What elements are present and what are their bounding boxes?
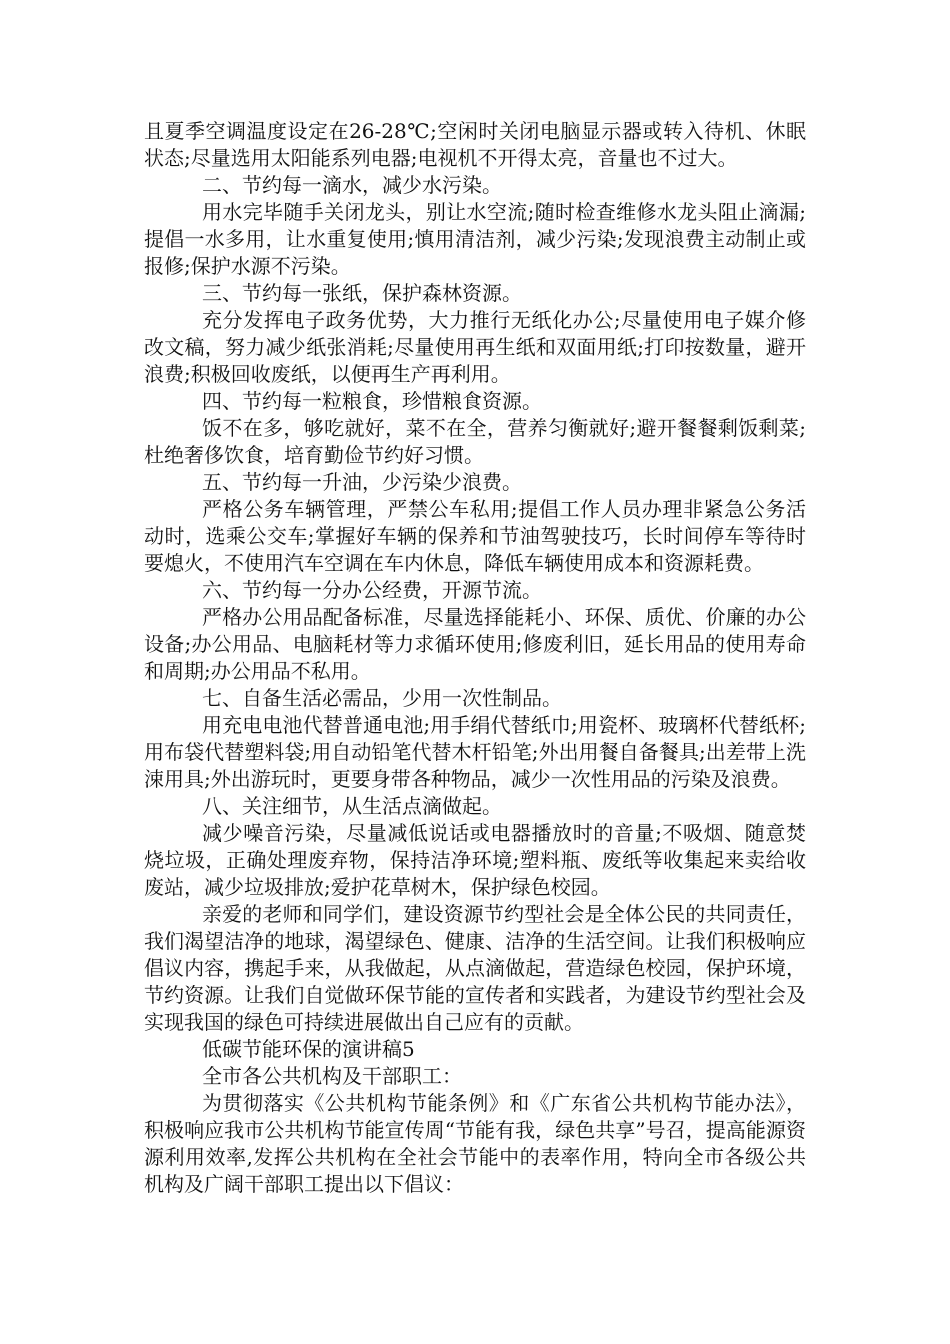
paragraph-text: 减少噪音污染，尽量减低说话或电器播放时的音量;不吸烟、随意焚烧垃圾，正确处理废弃物，保持洁净环境;塑料瓶、废纸等收集起来卖给收废站，减少垃圾排放;爱护花草树木，保护绿色校园。 <box>144 821 806 899</box>
section-heading: 三、节约每一张纸，保护森林资源。 <box>202 281 522 305</box>
section-heading: 四、节约每一粒粮食，珍惜粮食资源。 <box>202 389 542 413</box>
paragraph-text: 饭不在多，够吃就好，菜不在全，营养匀衡就好;避开餐餐剩饭剩菜;杜绝奢侈饮食，培育勤俭节约好习惯。 <box>144 416 806 467</box>
paragraph-text: 用充电电池代替普通电池;用手绢代替纸巾;用瓷杯、玻璃杯代替纸杯;用布袋代替塑料袋;用自动铅笔代替木杆铅笔;外出用餐自备餐具;出差带上洗涑用具;外出游玩时，更要身带各种物品，减少一次性用品的污染及浪费。 <box>144 713 806 791</box>
section-heading: 二、节约每一滴水，减少水污染。 <box>202 173 502 197</box>
paragraph-text: 为贯彻落实《公共机构节能条例》和《广东省公共机构节能办法》，积极响应我市公共机构节能宣传周“节能有我，绿色共享”号召，提高能源资源利用效率,发挥公共机构在全社会节能中的表率作用，特向全市各级公共机构及广阔干部职工提出以下倡议： <box>144 1091 806 1196</box>
paragraph-text: 严格公务车辆管理，严禁公车私用;提倡工作人员办理非紧急公务活动时，选乘公交车;掌握好车辆的保养和节油驾驶技巧，长时间停车等待时要熄火，不使用汽车空调在车内休息，降低车辆使用成本和资源耗费。 <box>144 497 806 575</box>
document-title: 低碳节能环保的演讲稿5 <box>202 1037 415 1061</box>
paragraph-text: 严格办公用品配备标准，尽量选择能耗小、环保、质优、价廉的办公设备;办公用品、电脑耗材等力求循环使用;修废利旧，延长用品的使用寿命和周期;办公用品不私用。 <box>144 605 806 683</box>
document-page <box>144 118 806 1198</box>
closing-paragraph: 亲爱的老师和同学们，建设资源节约型社会是全体公民的共同责任，我们渴望洁净的地球，渴望绿色、健康、洁净的生活空间。让我们积极响应倡议内容，携起手来，从我做起，从点滴做起，营造绿色校园，保护环境，节约资源。让我们自觉做环保节能的宣传者和实践者，为建设节约型社会及实现我国的绿色可持续进展做出自己应有的贡献。 <box>144 902 806 1034</box>
salutation: 全市各公共机构及干部职工： <box>202 1064 462 1088</box>
section-heading: 五、节约每一升油，少污染少浪费。 <box>202 470 522 494</box>
paragraph-text: 用水完毕随手关闭龙头，别让水空流;随时检查维修水龙头阻止滴漏;提倡一水多用，让水重复使用;慎用清洁剂，减少污染;发现浪费主动制止或报修;保护水源不污染。 <box>144 200 806 278</box>
paragraph-text: 且夏季空调温度设定在26-28℃;空闲时关闭电脑显示器或转入待机、休眠状态;尽量选用太阳能系列电器;电视机不开得太亮，音量也不过大。 <box>144 119 806 170</box>
section-heading: 七、自备生活必需品，少用一次性制品。 <box>202 686 562 710</box>
section-heading: 八、关注细节，从生活点滴做起。 <box>202 794 502 818</box>
paragraph-text: 充分发挥电子政务优势，大力推行无纸化办公;尽量使用电子媒介修改文稿，努力减少纸张消耗;尽量使用再生纸和双面用纸;打印按数量，避开浪费;积极回收废纸，以便再生产再利用。 <box>144 308 806 386</box>
section-heading: 六、节约每一分办公经费，开源节流。 <box>202 578 542 602</box>
